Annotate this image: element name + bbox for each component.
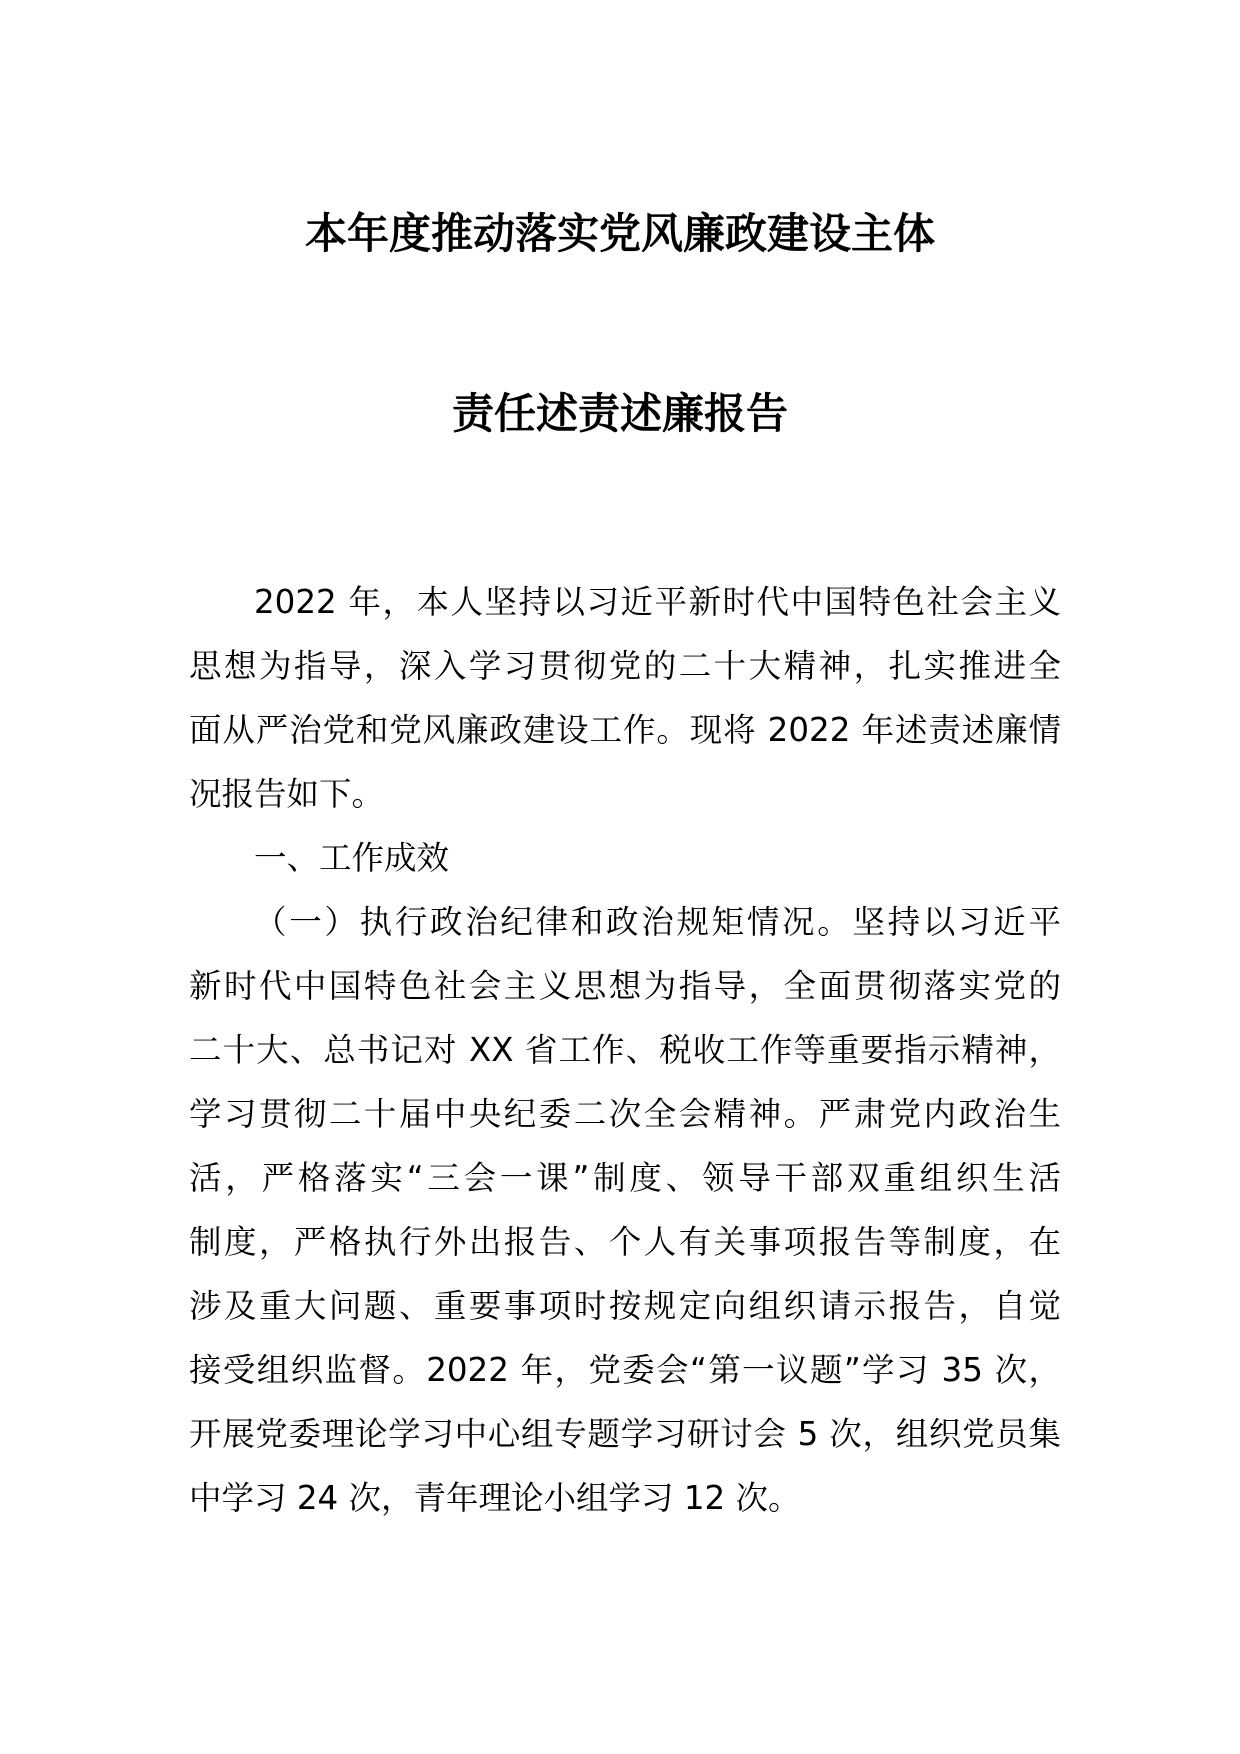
paragraph-line: 新时代中国特色社会主义思想为指导，全面贯彻落实党的 bbox=[189, 967, 1061, 1005]
paragraph-line: 制度，严格执行外出报告、个人有关事项报告等制度，在 bbox=[189, 1223, 1061, 1261]
section-heading: 一、工作成效 bbox=[254, 839, 450, 877]
paragraph-line: 2022 年，本人坚持以习近平新时代中国特色社会主义 bbox=[254, 583, 1061, 621]
paragraph-line: 涉及重大问题、重要事项时按规定向组织请示报告，自觉 bbox=[189, 1287, 1061, 1325]
document-title-line-1: 本年度推动落实党风廉政建设主体 bbox=[304, 209, 935, 258]
document-title-line-2: 责任述责述廉报告 bbox=[451, 389, 788, 438]
paragraph-line: 接受组织监督。2022 年，党委会“第一议题”学习 35 次， bbox=[189, 1351, 1061, 1389]
paragraph-line: （一）执行政治纪律和政治规矩情况。坚持以习近平 bbox=[254, 903, 1061, 941]
paragraph-line: 开展党委理论学习中心组专题学习研讨会 5 次，组织党员集 bbox=[189, 1415, 1061, 1453]
paragraph-line: 活，严格落实“三会一课”制度、领导干部双重组织生活 bbox=[189, 1159, 1061, 1197]
paragraph-line: 况报告如下。 bbox=[189, 775, 385, 813]
paragraph-line: 思想为指导，深入学习贯彻党的二十大精神，扎实推进全 bbox=[189, 647, 1061, 685]
paragraph-line: 学习贯彻二十届中央纪委二次全会精神。严肃党内政治生 bbox=[189, 1095, 1061, 1133]
paragraph-line: 面从严治党和党风廉政建设工作。现将 2022 年述责述廉情 bbox=[189, 711, 1061, 749]
paragraph-line: 二十大、总书记对 XX 省工作、税收工作等重要指示精神， bbox=[189, 1031, 1061, 1069]
paragraph-line: 中学习 24 次，青年理论小组学习 12 次。 bbox=[189, 1479, 801, 1517]
